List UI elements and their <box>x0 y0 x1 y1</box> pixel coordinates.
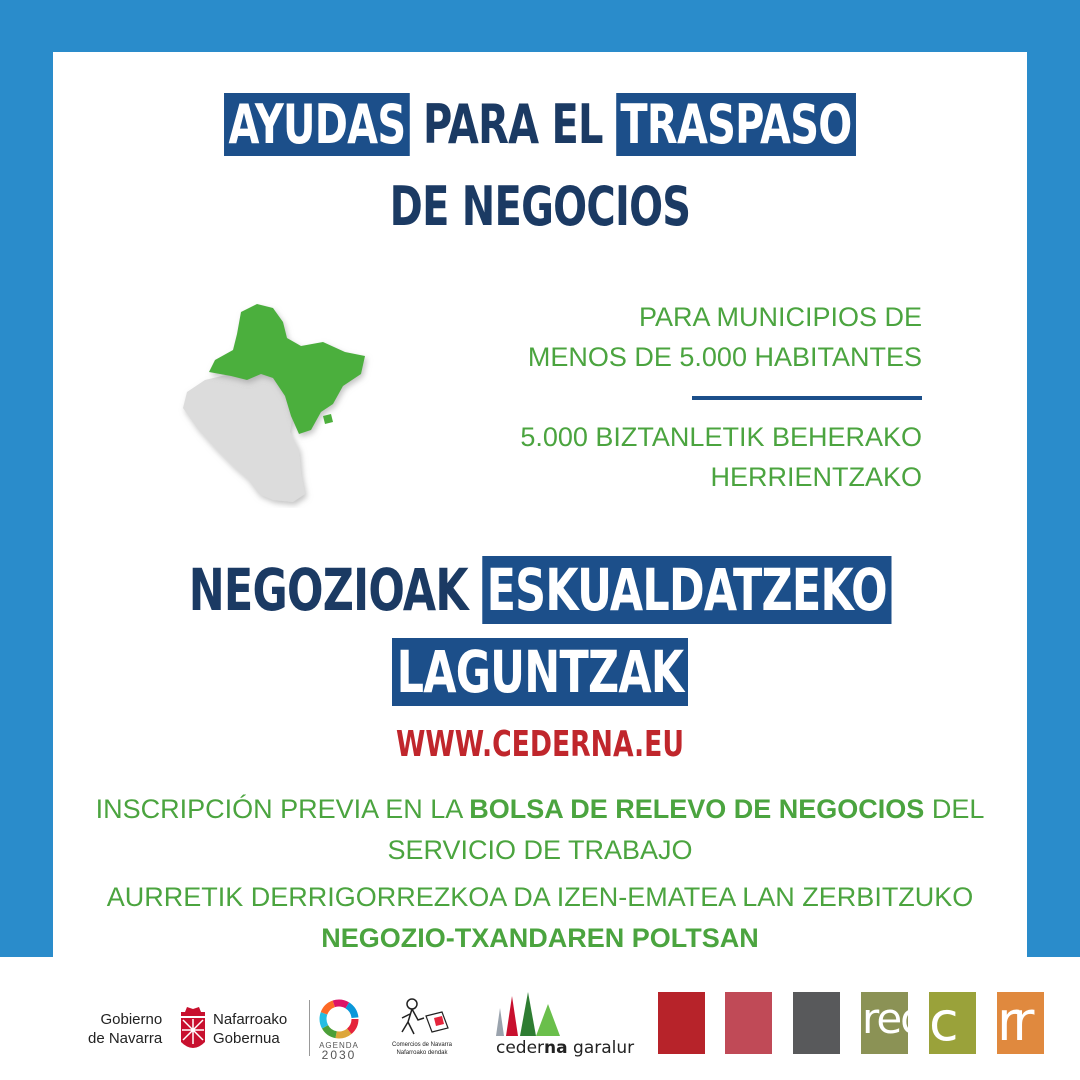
comercios-label: Comercios de Navarra Nafarroako dendak <box>391 1042 453 1056</box>
redcrr-red-letters: red <box>862 994 925 1043</box>
subtitle-negozioak: NEGOZIOAK <box>188 556 468 624</box>
comercios-navarra-icon <box>396 996 454 1040</box>
website-link[interactable]: WWW.CEDERNA.EU <box>395 724 685 765</box>
municipios-text-eu: 5.000 BIZTANLETIK BEHERAKO HERRIENTZAKO <box>520 422 922 492</box>
cederna-logo-icon <box>490 990 566 1038</box>
logo-square-rose <box>725 992 772 1054</box>
title-para-el: PARA EL <box>423 93 603 156</box>
agenda-year: 2030 <box>321 1048 357 1062</box>
title-line-2: DE NEGOCIOS <box>389 175 691 238</box>
map-green-enclave <box>323 414 333 424</box>
title-line-1 <box>140 90 939 160</box>
navarra-shield-icon <box>178 1006 208 1054</box>
gobierno-navarra-label: Gobierno de Navarra <box>88 1011 163 1047</box>
title-highlight-traspaso: TRASPASO <box>616 93 856 156</box>
registration-note-es: INSCRIPCIÓN PREVIA EN LA BOLSA DE RELEVO DE NEGOCIOS DEL SERVICIO DE TRABAJO <box>95 794 985 865</box>
subtitle-highlight-laguntzak: LAGUNTZAK <box>392 638 688 706</box>
municipios-text-es: PARA MUNICIPIOS DE MENOS DE 5.000 HABITANTES <box>527 302 922 372</box>
cederna-garalur-label: cederna garalur <box>496 1038 635 1058</box>
registration-note-eu: AURRETIK DERRIGORREZKOA DA IZEN-EMATEA LAN ZERBITZUKO NEGOZIO-TXANDAREN POLTSAN <box>106 882 974 953</box>
navarra-map-icon <box>175 298 375 508</box>
logo-square-grey <box>793 992 840 1054</box>
agenda-label: AGENDA <box>319 1041 359 1050</box>
divider-line <box>692 396 922 400</box>
subtitle-line-2 <box>140 637 939 707</box>
footer-separator <box>309 1000 310 1056</box>
agenda-2030-icon <box>318 998 360 1040</box>
title-highlight-ayudas: AYUDAS <box>224 93 410 156</box>
redcrr-rr-letters: rr <box>997 990 1029 1053</box>
subtitle-highlight-eskualdatzeko: ESKUALDATZEKO <box>482 556 891 624</box>
logo-square-red <box>658 992 705 1054</box>
nafarroako-gobernua-label: Nafarroako Gobernua <box>213 1011 288 1047</box>
redcrr-c-letter: c <box>929 990 959 1053</box>
subtitle-line-1 <box>140 555 939 625</box>
